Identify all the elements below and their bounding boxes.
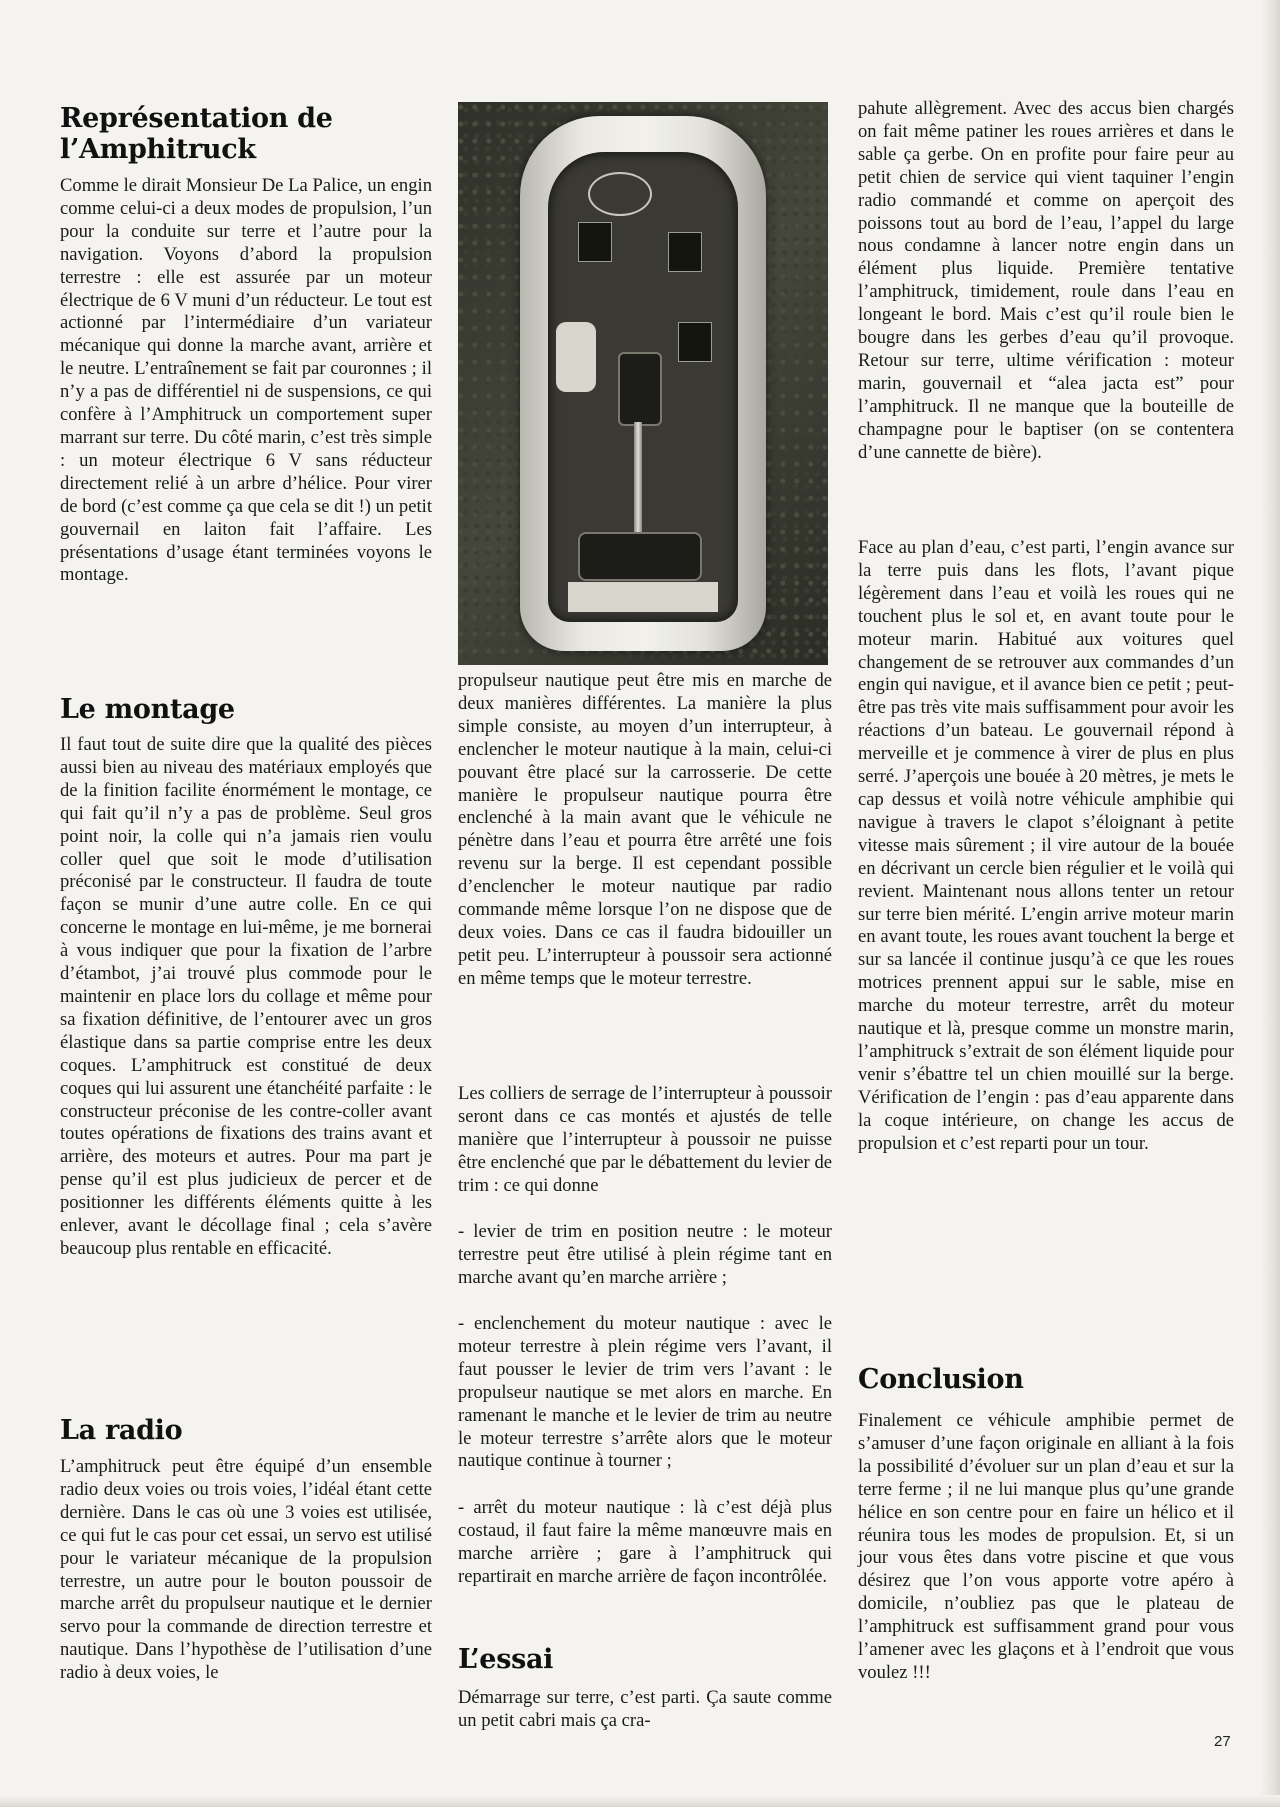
propeller-shaft xyxy=(634,422,642,532)
paragraph-colliers: Les colliers de serrage de l’interrupteur à poussoir seront dans ce cas montés et ajustés de telle manière que l’interrupteur à poussoir ne puisse être enclenché que par le débattement du levier de trim : ce qui donne xyxy=(458,1083,832,1196)
paragraph-montage: Il faut tout de suite dire que la qualité des pièces aussi bien au niveau des matériaux employés que de la finition facilite énormément le montage, ce qui fait qu’il n’y a pas de problème. Seul gros point noir, la colle qui n’a jamais rien voulu coller quel que soit le mode d’utilisation préconisé par le constructeur. Il faudra de toute façon se munir d’une autre colle. En ce qui concerne le montage en lui-même, je me bornerai à vous indiquer que pour la fixation de l’arbre d’étambot, j’ai trouvé plus commode pour le maintenir en place lors du collage et même pour sa fixation définitive, de l’entourer avec un gros élastique dans sa partie comprise entre les deux coques. L’amphitruck est constitué de deux coques qui lui assurent une étanchéité parfaite : le constructeur préconise de les contre-coller avant toutes opérations de fixations des trains avant et arrière, des moteurs et autres. Pour ma part je pense qu’il est plus judicieux de percer et de positionner les différents éléments quitte à les enlever, avant le décollage final ; cela s’avère beaucoup plus rentable en efficacité. xyxy=(60,734,432,1259)
paragraph-pahute: pahute allègrement. Avec des accus bien chargés on fait même patiner les roues arrières et dans le sable ça gerbe. On en profite pour faire peur au petit chien de service qui vient taquiner l’engin radio commandé et comme on aperçoit des poissons tout au bord de l’eau, l’appel du large nous condamne à lancer notre engin dans un élément plus liquide. Première tentative l’amphitruck, timidement, roule dans l’eau en longeant le bord. Mais c’est qu’il roule bien le bougre dans les gerbes d’eau qu’il provoque. Retour sur terre, ultime vérification : moteur marin, gouvernail et “alea jacta est” pour l’amphitruck. Il ne manque que la bouteille de champagne pour le baptiser (on se contentera d’une cannette de bière). xyxy=(858,98,1234,463)
rear-axle-block xyxy=(568,582,718,612)
page-edge-shadow xyxy=(1260,0,1280,1807)
paragraph-trim-neutre: - levier de trim en position neutre : le moteur terrestre peut être utilisé à plein régime tant en marche avant qu’en marche arrière ; xyxy=(458,1221,832,1288)
land-motor-gearbox xyxy=(578,532,702,581)
paragraph-radio: L’amphitruck peut être équipé d’un ensemble radio deux voies ou trois voies, l’idéal étant cette dernière. Dans le cas où une 3 voies est utilisée, ce qui fut le cas pour cet essai, un servo est utilisé pour le variateur mécanique de la propulsion terrestre, un autre pour le bouton poussoir de marche arrêt du propulseur nautique et le dernier servo pour la commande de direction terrestre et nautique. Dans l’hypothèse de l’utilisation d’une radio à deux voies, le xyxy=(60,1456,432,1684)
left-column xyxy=(60,0,432,1807)
heading-montage: Le montage xyxy=(60,694,235,725)
servo-3 xyxy=(678,322,712,362)
battery-holder xyxy=(556,322,596,392)
wire-bundle xyxy=(588,172,652,216)
marine-motor xyxy=(618,352,662,426)
heading-representation: Représentation de l’Amphitruck xyxy=(60,103,333,165)
heading-essai: L’essai xyxy=(458,1644,554,1675)
hull-interior xyxy=(548,152,738,622)
paragraph-enclenchement: - enclenchement du moteur nautique : avec le moteur terrestre à plein régime vers l’avant, il faut pousser le levier de trim vers l’avant : le propulseur nautique se met alors en marche. En ramenant le manche et le levier de trim au neutre le moteur terrestre s’arrête alors que le moteur nautique continue à tourner ; xyxy=(458,1313,832,1472)
paragraph-arret: - arrêt du moteur nautique : là c’est déjà plus costaud, il faut faire la même manœuvre mais en marche arrière ; gare à l’amphitruck qui repartirait en marche arrière de façon incontrôlée. xyxy=(458,1497,832,1587)
amphitruck-photo xyxy=(458,102,828,665)
middle-column xyxy=(458,0,832,1807)
heading-conclusion: Conclusion xyxy=(858,1364,1024,1395)
hull-shell xyxy=(520,116,766,651)
page-number: 27 xyxy=(1214,1733,1231,1750)
servo-1 xyxy=(578,222,612,262)
right-column xyxy=(858,0,1234,1807)
paragraph-essai: Démarrage sur terre, c’est parti. Ça saute comme un petit cabri mais ça cra- xyxy=(458,1687,832,1731)
paragraph-plan-deau: Face au plan d’eau, c’est parti, l’engin avance sur la terre puis dans les flots, l’avant pique légèrement dans l’eau et voilà les roues qui ne touchent plus le sol et, en avant toute pour le moteur marin. Habitué aux voitures quel changement de se retrouver aux commandes d’un engin qui navigue, et il avance bien ce petit ; peut-être pas très vite mais suffisamment pour avoir les réactions d’un bateau. Le gouvernail répond à merveille et je commence à virer de plus en plus serré. J’aperçois une bouée à 20 mètres, je mets le cap dessus et voilà notre véhicule amphibie qui navigue à travers le clapot s’éloignant à petite vitesse mais sûrement ; il vire autour de la bouée en décrivant un cercle bien régulier et le voilà qui revient. Maintenant nous allons tenter un retour sur terre bien mérité. L’engin arrive moteur marin en avant toute, les roues avant touchent la berge et sur sa lancée il continue jusqu’à ce que les roues motrices prennent appui sur le sable, mise en marche du moteur terrestre, arrêt du moteur nautique et là, presque comme un monstre marin, l’amphitruck s’extrait de son élément liquide pour venir s’ébattre tel un chien mouillé sur la berge. Vérification de l’engin : pas d’eau apparente dans la coque intérieure, on change les accus de propulsion et c’est reparti pour un tour. xyxy=(858,537,1234,1154)
paragraph-propulseur: propulseur nautique peut être mis en marche de deux manières différentes. La manière la plus simple consiste, au moyen d’un interrupteur, à enclencher le moteur nautique à la main, celui-ci pouvant être placé sur la carrosserie. De cette manière le propulseur nautique pourra être enclenché à la main avant que le véhicule ne pénètre dans l’eau et pourra être arrêté une fois revenu sur la berge. Il est cependant possible d’enclencher le moteur nautique par radio commande même lorsque l’on ne dispose que de deux voies. Dans ce cas il faudra bidouiller un petit peu. L’interrupteur à poussoir sera actionné en même temps que le moteur terrestre. xyxy=(458,670,832,989)
heading-radio: La radio xyxy=(60,1415,183,1446)
servo-2 xyxy=(668,232,702,272)
paragraph-representation: Comme le dirait Monsieur De La Palice, un engin comme celui-ci a deux modes de propulsion, l’un pour la conduite sur terre et l’autre pour la navigation. Voyons d’abord la propulsion terrestre : elle est assurée par un moteur électrique de 6 V muni d’un réducteur. Le tout est actionné par l’intermédiaire d’un variateur mécanique qui donne la marche avant, arrière et le neutre. L’entraînement se fait par couronnes ; il n’y a pas de différentiel ni de suspensions, ce qui confère à l’Amphitruck un comportement super marrant sur terre. Du côté marin, c’est très simple : un moteur électrique 6 V sans réducteur directement relié à un arbre d’hélice. Pour virer de bord (c’est comme ça que cela se dit !) un petit gouvernail en laiton fait l’affaire. Les présentations d’usage étant terminées voyons le montage. xyxy=(60,175,432,586)
paragraph-conclusion: Finalement ce véhicule amphibie permet de s’amuser d’une façon originale en alliant à la fois la possibilité d’évoluer sur un plan d’eau et sur la terre ferme ; il ne lui manque plus qu’une grande hélice en son centre pour en faire un hélico et il réunira tous les modes de propulsion. Et, si un jour vous êtes dans votre piscine et que vous désirez que l’on vous apporte votre apéro à domicile, n’oubliez pas que le plateau de l’amphitruck est suffisamment grand pour vous l’amener avec les glaçons et à l’endroit que vous voulez !!! xyxy=(858,1410,1234,1683)
